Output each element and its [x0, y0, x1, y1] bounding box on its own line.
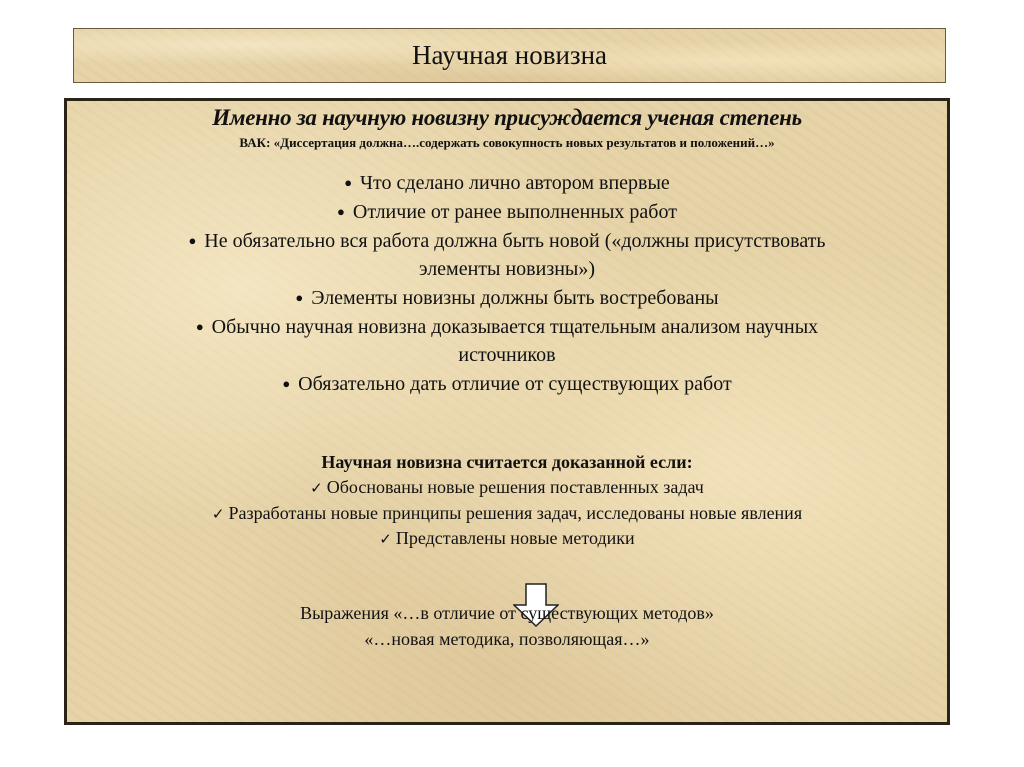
expression-line: Выражения «…в отличие от существующих методов» [300, 603, 714, 623]
check-icon: ✓ [211, 507, 225, 523]
bullet-item-continued: элементы новизны») [418, 258, 596, 280]
bullet-item: ● Элементы новизны должны быть востребованы [295, 287, 719, 309]
content-box [64, 98, 950, 725]
bullet-item: ● Что сделано лично автором впервые [344, 172, 670, 194]
slide-title-box [73, 28, 946, 83]
slide-title: Научная новизна [411, 40, 608, 70]
bullet-icon: ● [337, 204, 345, 219]
check-item: ✓ Представлены новые методики [379, 528, 635, 548]
bullet-item: ● Обычно научная новизна доказывается тщательным анализом научных [195, 316, 819, 338]
proven-heading: Научная новизна считается доказанной если: [321, 452, 693, 472]
bullet-icon: ● [188, 233, 197, 248]
bullet-item: ● Не обязательно вся работа должна быть новой («должны присутствовать [188, 230, 826, 252]
expression-line: «…новая методика, позволяющая…» [364, 629, 650, 649]
bullet-icon: ● [195, 319, 204, 334]
check-icon: ✓ [310, 481, 323, 497]
bullet-item: ● Отличие от ранее выполненных работ [337, 201, 677, 223]
bullet-item: ● Обязательно дать отличие от существующих работ [282, 373, 732, 395]
bullet-icon: ● [282, 376, 291, 391]
check-item: ✓ Разработаны новые принципы решения задач, исследованы новые явления [211, 503, 803, 523]
check-item: ✓ Обоснованы новые решения поставленных задач [310, 477, 704, 497]
bullet-icon: ● [295, 290, 304, 305]
main-heading: Именно за научную новизну присуждается ученая степень [212, 105, 802, 130]
bullet-icon: ● [344, 175, 353, 190]
bullet-item-continued: источников [458, 344, 556, 366]
vak-quote: ВАК: «Диссертация должна….содержать совокупность новых результатов и положений…» [239, 135, 775, 150]
check-icon: ✓ [379, 532, 392, 548]
